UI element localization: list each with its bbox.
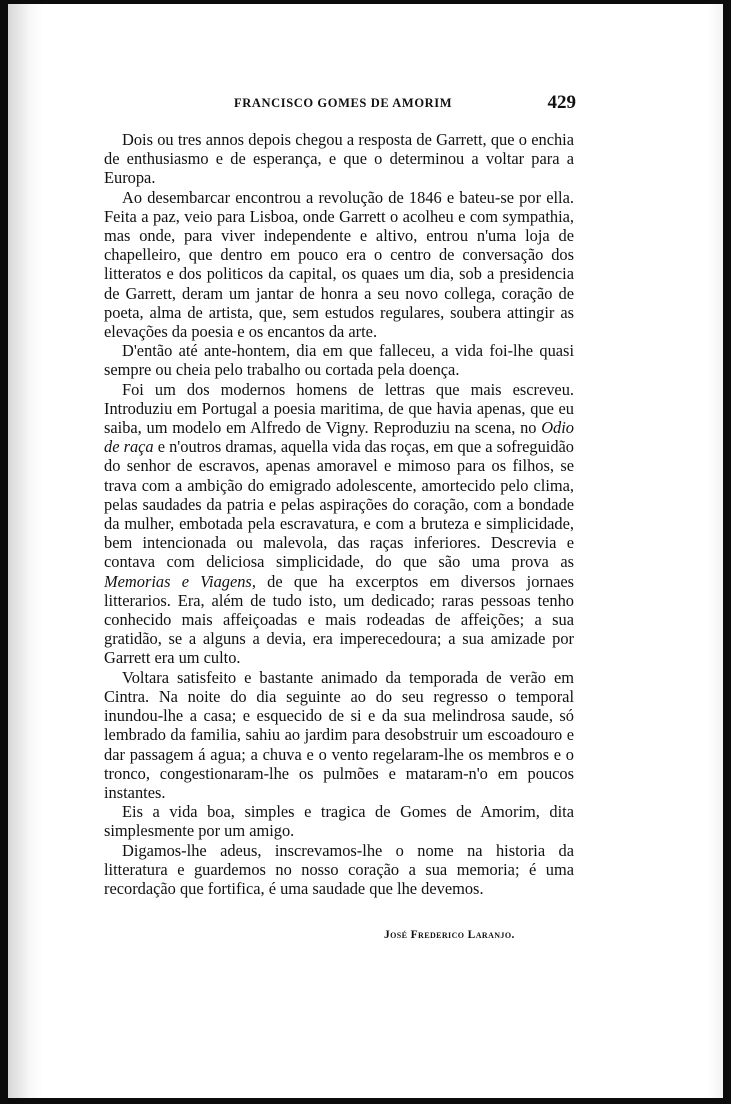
page-number: 429 — [547, 92, 576, 113]
paragraph-7: Digamos-lhe adeus, inscrevamos-lhe o nome na historia da litteratura e guardemos no nosso coração a sua memoria; é uma recordação que fortifica, é uma saudade que lhe devemos. — [104, 840, 574, 898]
paragraph-3: D'então até ante-hontem, dia em que falleceu, a vida foi-lhe quasi sempre ou cheia pelo trabalho ou cortada pela doença. — [104, 341, 574, 380]
paragraph-4-part-2: e n'outros dramas, aquella vida das roças, em que a sofreguidão do senhor de escravos, apenas amoravel e mimoso para os filhos, se trava com a ambição do emigrado adolescente, amortecido pelo clima, pelas saudades da patria e pelas aspirações do coração, com a bondade da mulher, embotada pela escravatura, e com a bruteza e simplicidade, bem intencionada ou malevola, das raças inferiores. Descrevia e contava com deliciosa simplicidade, do que são uma prova as — [104, 437, 574, 572]
paragraph-5: Voltara satisfeito e bastante animado da temporada de verão em Cintra. Na noite do dia seguinte ao do seu regresso o temporal inundou-lhe a casa; e esquecido de si e da sua melindrosa saude, só lembrado da familia, sahiu ao jardim para desobstruir um escoadouro e dar passagem á agua; a chuva e o vento regelaram-lhe os membros e o tronco, congestionaram-lhe os pulmões e mataram-n'o em poucos instantes. — [104, 667, 574, 802]
paragraph-1: Dois ou tres annos depois chegou a resposta de Garrett, que o enchia de enthusiasmo e de esperança, e que o determinou a voltar para a Europa. — [104, 130, 574, 188]
running-title: FRANCISCO GOMES DE AMORIM — [234, 96, 453, 110]
paragraph-6: Eis a vida boa, simples e tragica de Gomes de Amorim, dita simplesmente por um amigo. — [104, 802, 574, 841]
author-signature: José Frederico Laranjo. — [384, 929, 515, 941]
paragraph-2: Ao desembarcar encontrou a revolução de 1846 e bateu-se por ella. Feita a paz, veio para Lisboa, onde Garrett o acolheu e com sympathia, mas onde, para viver independente e altivo, entrou n'uma loja de chapelleiro, que dentro em pouco era o centro de conversação dos litteratos e dos politicos da capital, os quaes um dia, sob a presidencia de Garrett, deram um jantar de honra a seu novo collega, coração de poeta, alma de artista, que, sem estudos regulares, soubera attingir as elevações da poesia e os encantos da arte. — [104, 187, 574, 342]
body-text — [104, 130, 574, 898]
paragraph-4 — [104, 380, 574, 668]
paragraph-4-part-3: de que ha excerptos em diversos jornaes litterarios. Era, além de tudo isto, um dedicado; raras pessoas tenho conhecido mais affeiçoadas e mais rodeadas de affeições; a sua gratidão, se a alguns a devia, era imperecedoura; a sua amizade por Garrett era um culto. — [104, 571, 575, 668]
paragraph-4-part-1: Foi um dos modernos homens de lettras que mais escreveu. Introduziu em Portugal a poesia maritima, de que havia apenas, que eu saiba, um modelo em Alfredo de Vigny. Reproduziu na scena, no — [104, 379, 574, 438]
work-title-memorias-e-viagens: Memorias e Viagens, — [104, 571, 256, 591]
page-header — [104, 92, 578, 114]
work-title-odio-de-raca: Odio de raça — [104, 418, 574, 457]
page-edge-shadow — [8, 0, 44, 1104]
